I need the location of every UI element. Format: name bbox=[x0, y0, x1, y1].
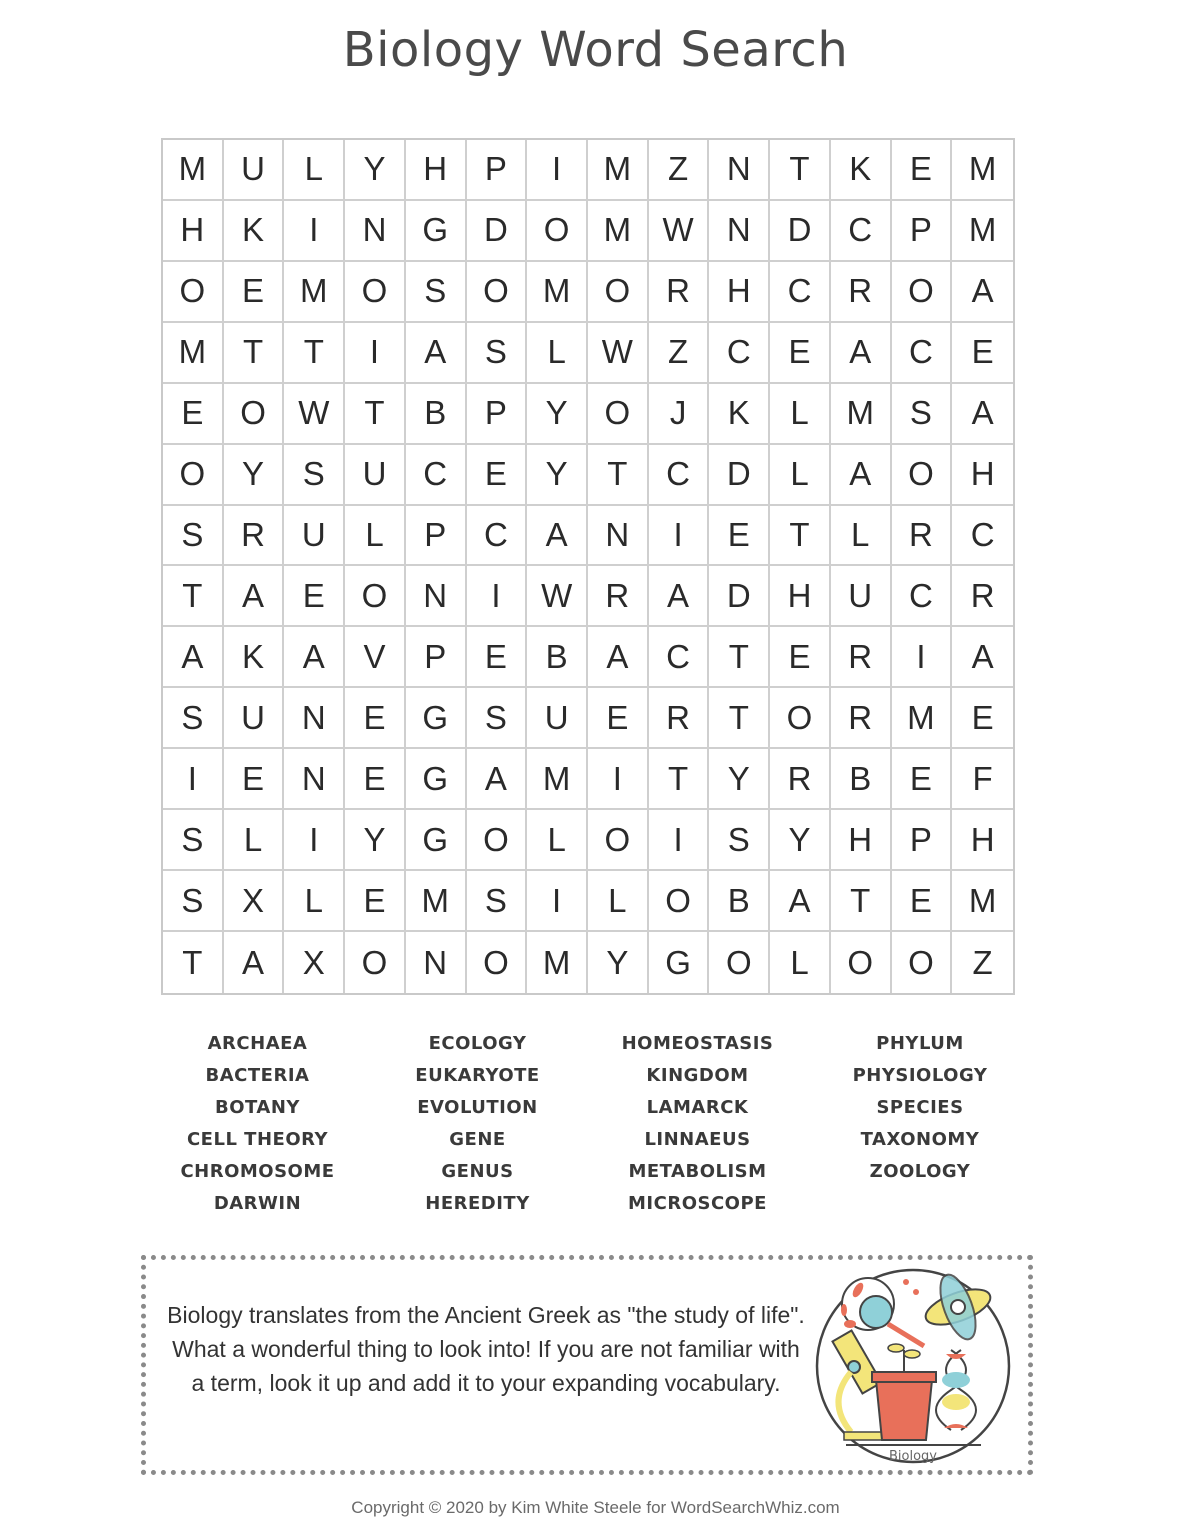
grid-cell: O bbox=[892, 932, 953, 993]
grid-cell: O bbox=[709, 932, 770, 993]
grid-cell: C bbox=[952, 506, 1013, 567]
grid-cell: L bbox=[770, 445, 831, 506]
info-box bbox=[141, 1255, 1033, 1475]
grid-cell: G bbox=[406, 688, 467, 749]
grid-cell: T bbox=[588, 445, 649, 506]
grid-cell: P bbox=[467, 140, 528, 201]
grid-cell: M bbox=[831, 384, 892, 445]
grid-cell: N bbox=[284, 749, 345, 810]
grid-cell: E bbox=[892, 140, 953, 201]
grid-cell: Z bbox=[972, 943, 993, 981]
word-item: KINGDOM bbox=[646, 1065, 749, 1086]
word-item: CHROMOSOME bbox=[180, 1161, 335, 1182]
grid-cell: A bbox=[224, 566, 285, 627]
grid-cell: L bbox=[527, 810, 588, 871]
grid-cell: U bbox=[345, 445, 406, 506]
grid-cell: M bbox=[527, 749, 588, 810]
grid-cell: A bbox=[831, 323, 892, 384]
grid-cell: C bbox=[831, 201, 892, 262]
grid-cell: R bbox=[831, 262, 892, 323]
word-item: BOTANY bbox=[215, 1097, 300, 1118]
word-item: HEREDITY bbox=[425, 1193, 530, 1214]
word-item: EUKARYOTE bbox=[415, 1065, 540, 1086]
grid-cell: I bbox=[649, 810, 710, 871]
grid-cell: T bbox=[770, 506, 831, 567]
grid-cell: J bbox=[649, 384, 710, 445]
grid-cell: B bbox=[709, 871, 770, 932]
grid-cell: W bbox=[588, 323, 649, 384]
grid-cell: E bbox=[345, 871, 406, 932]
grid-cell: R bbox=[588, 566, 649, 627]
grid-cell: E bbox=[284, 566, 345, 627]
grid-cell: S bbox=[467, 323, 528, 384]
grid-cell: U bbox=[224, 688, 285, 749]
grid-cell: H bbox=[709, 262, 770, 323]
grid-cell: I bbox=[588, 749, 649, 810]
grid-cell: S bbox=[709, 810, 770, 871]
biology-lab-icon bbox=[806, 1262, 1021, 1472]
grid-cell: S bbox=[406, 262, 467, 323]
grid-cell: L bbox=[224, 810, 285, 871]
grid-cell: A bbox=[284, 627, 345, 688]
word-item: ZOOLOGY bbox=[869, 1161, 971, 1182]
grid-cell: A bbox=[588, 627, 649, 688]
grid-cell: C bbox=[649, 445, 710, 506]
grid-cell: O bbox=[892, 262, 953, 323]
word-item: ECOLOGY bbox=[428, 1033, 527, 1054]
grid-cell: L bbox=[770, 932, 831, 993]
grid-cell: I bbox=[163, 749, 224, 810]
grid-cell: C bbox=[406, 445, 467, 506]
grid-cell: M bbox=[588, 201, 649, 262]
grid-cell: A bbox=[467, 749, 528, 810]
grid-cell: Y bbox=[224, 445, 285, 506]
word-item: LAMARCK bbox=[646, 1097, 749, 1118]
grid-cell: S bbox=[284, 445, 345, 506]
grid-cell: D bbox=[467, 201, 528, 262]
grid-cell: U bbox=[831, 566, 892, 627]
grid-cell: G bbox=[649, 932, 710, 993]
grid-cell: M bbox=[527, 262, 588, 323]
grid-cell: Y bbox=[527, 445, 588, 506]
grid-cell: O bbox=[527, 201, 588, 262]
grid-cell: I bbox=[284, 810, 345, 871]
grid-cell: O bbox=[770, 688, 831, 749]
grid-cell: I bbox=[527, 140, 588, 201]
grid-cell: K bbox=[224, 627, 285, 688]
word-item: SPECIES bbox=[876, 1097, 964, 1118]
word-item: CELL THEORY bbox=[186, 1129, 329, 1150]
grid-cell: U bbox=[527, 688, 588, 749]
grid-cell: Z bbox=[649, 140, 710, 201]
grid-cell: M bbox=[588, 140, 649, 201]
letter-grid bbox=[161, 138, 1015, 995]
grid-cell: C bbox=[892, 323, 953, 384]
grid-cell: D bbox=[770, 201, 831, 262]
grid-cell: G bbox=[406, 201, 467, 262]
word-item: EVOLUTION bbox=[417, 1097, 538, 1118]
grid-cell: T bbox=[649, 749, 710, 810]
grid-cell: N bbox=[709, 201, 770, 262]
grid-cell: H bbox=[770, 566, 831, 627]
grid-cell: C bbox=[770, 262, 831, 323]
grid-cell: P bbox=[467, 384, 528, 445]
grid-cell: D bbox=[709, 445, 770, 506]
grid-cell: M bbox=[952, 201, 1013, 262]
grid-cell: R bbox=[831, 688, 892, 749]
grid-cell: O bbox=[831, 932, 892, 993]
grid-cell: O bbox=[467, 262, 528, 323]
grid-cell: N bbox=[406, 566, 467, 627]
grid-cell: E bbox=[345, 749, 406, 810]
grid-cell: E bbox=[709, 506, 770, 567]
grid-cell: A bbox=[527, 506, 588, 567]
grid-cell: T bbox=[163, 932, 224, 993]
grid-cell: L bbox=[284, 871, 345, 932]
grid-cell: A bbox=[649, 566, 710, 627]
grid-cell: O bbox=[224, 384, 285, 445]
grid-cell: K bbox=[224, 201, 285, 262]
grid-cell: E bbox=[224, 749, 285, 810]
grid-cell: D bbox=[709, 566, 770, 627]
grid-cell: C bbox=[649, 627, 710, 688]
word-item: DARWIN bbox=[213, 1193, 302, 1214]
grid-cell: W bbox=[527, 566, 588, 627]
grid-cell: B bbox=[831, 749, 892, 810]
grid-cell: E bbox=[952, 688, 1013, 749]
grid-cell: C bbox=[892, 566, 953, 627]
grid-cell: M bbox=[163, 323, 224, 384]
grid-cell: S bbox=[163, 871, 224, 932]
grid-cell: O bbox=[588, 384, 649, 445]
grid-cell: E bbox=[892, 871, 953, 932]
grid-cell: E bbox=[770, 627, 831, 688]
grid-cell: H bbox=[952, 810, 1013, 871]
word-column bbox=[370, 1028, 585, 1220]
grid-cell: I bbox=[892, 627, 953, 688]
grid-cell: T bbox=[709, 688, 770, 749]
grid-cell: R bbox=[224, 506, 285, 567]
grid-cell: A bbox=[406, 323, 467, 384]
grid-cell: P bbox=[892, 810, 953, 871]
grid-cell: S bbox=[467, 688, 528, 749]
grid-cell: O bbox=[163, 262, 224, 323]
grid-cell: R bbox=[649, 688, 710, 749]
grid-cell: O bbox=[588, 262, 649, 323]
grid-cell: E bbox=[467, 627, 528, 688]
word-column bbox=[145, 1028, 370, 1220]
grid-cell: M bbox=[892, 688, 953, 749]
grid-cell: O bbox=[345, 262, 406, 323]
grid-cell: K bbox=[831, 140, 892, 201]
word-item: BACTERIA bbox=[205, 1065, 310, 1086]
grid-cell: E bbox=[467, 445, 528, 506]
grid-cell: I bbox=[649, 506, 710, 567]
grid-cell: L bbox=[527, 323, 588, 384]
grid-cell: N bbox=[284, 688, 345, 749]
grid-cell: M bbox=[952, 871, 1013, 932]
grid-cell: W bbox=[284, 384, 345, 445]
grid-cell: H bbox=[406, 140, 467, 201]
grid-cell: M bbox=[952, 140, 1013, 201]
grid-cell: C bbox=[709, 323, 770, 384]
grid-cell: Y bbox=[345, 810, 406, 871]
grid-cell: A bbox=[952, 262, 1013, 323]
grid-cell: O bbox=[467, 932, 528, 993]
grid-cell: P bbox=[406, 627, 467, 688]
grid-cell: L bbox=[831, 506, 892, 567]
grid-cell: A bbox=[952, 384, 1013, 445]
grid-cell: O bbox=[345, 932, 406, 993]
word-list bbox=[145, 1028, 1030, 1220]
grid-cell: O bbox=[345, 566, 406, 627]
grid-cell: A bbox=[163, 627, 224, 688]
word-item: PHYSIOLOGY bbox=[852, 1065, 988, 1086]
grid-cell: N bbox=[345, 201, 406, 262]
grid-cell: T bbox=[224, 323, 285, 384]
grid-cell: C bbox=[467, 506, 528, 567]
grid-cell: S bbox=[163, 688, 224, 749]
grid-cell: O bbox=[163, 445, 224, 506]
grid-cell: V bbox=[345, 627, 406, 688]
grid-cell: L bbox=[284, 140, 345, 201]
grid-cell: G bbox=[406, 749, 467, 810]
grid-cell: K bbox=[709, 384, 770, 445]
word-item: GENUS bbox=[441, 1161, 514, 1182]
grid-cell: O bbox=[467, 810, 528, 871]
grid-cell: T bbox=[709, 627, 770, 688]
grid-cell: E bbox=[892, 749, 953, 810]
grid-cell: G bbox=[406, 810, 467, 871]
grid-cell: N bbox=[588, 506, 649, 567]
grid-cell: Y bbox=[345, 140, 406, 201]
word-item: GENE bbox=[449, 1129, 506, 1150]
grid-cell: Y bbox=[588, 932, 649, 993]
grid-cell: H bbox=[831, 810, 892, 871]
grid-cell: H bbox=[952, 445, 1013, 506]
grid-cell: N bbox=[709, 140, 770, 201]
grid-cell: U bbox=[284, 506, 345, 567]
word-item: HOMEOSTASIS bbox=[621, 1033, 774, 1054]
grid-cell: Y bbox=[709, 749, 770, 810]
grid-cell: R bbox=[770, 749, 831, 810]
grid-cell: M bbox=[406, 871, 467, 932]
grid-cell: Z bbox=[649, 323, 710, 384]
grid-cell: R bbox=[649, 262, 710, 323]
grid-cell: L bbox=[345, 506, 406, 567]
word-column bbox=[810, 1028, 1030, 1220]
grid-cell: A bbox=[831, 445, 892, 506]
grid-cell: T bbox=[284, 323, 345, 384]
grid-cell: R bbox=[952, 566, 1013, 627]
grid-cell: E bbox=[345, 688, 406, 749]
grid-cell: A bbox=[224, 932, 285, 993]
grid-cell: H bbox=[163, 201, 224, 262]
grid-cell: E bbox=[588, 688, 649, 749]
grid-cell: L bbox=[770, 384, 831, 445]
grid-cell: U bbox=[224, 140, 285, 201]
grid-cell: E bbox=[163, 384, 224, 445]
grid-cell: M bbox=[527, 932, 588, 993]
grid-cell: O bbox=[588, 810, 649, 871]
grid-cell: I bbox=[467, 566, 528, 627]
grid-cell: E bbox=[770, 323, 831, 384]
grid-cell: S bbox=[467, 871, 528, 932]
grid-cell: E bbox=[952, 323, 1013, 384]
grid-cell: T bbox=[831, 871, 892, 932]
grid-cell: P bbox=[892, 201, 953, 262]
grid-cell: O bbox=[892, 445, 953, 506]
grid-cell: P bbox=[406, 506, 467, 567]
grid-cell: T bbox=[770, 140, 831, 201]
word-item: METABOLISM bbox=[628, 1161, 767, 1182]
grid-cell: I bbox=[345, 323, 406, 384]
word-item: TAXONOMY bbox=[860, 1129, 980, 1150]
svg-text:Biology: Biology bbox=[889, 1449, 937, 1464]
grid-cell: I bbox=[284, 201, 345, 262]
grid-cell: N bbox=[406, 932, 467, 993]
grid-cell: A bbox=[952, 627, 1013, 688]
word-item: ARCHAEA bbox=[207, 1033, 308, 1054]
grid-cell: F bbox=[952, 749, 1013, 810]
grid-cell: R bbox=[892, 506, 953, 567]
grid-cell: X bbox=[284, 932, 345, 993]
grid-cell: O bbox=[649, 871, 710, 932]
grid-cell: B bbox=[527, 627, 588, 688]
grid-cell: M bbox=[284, 262, 345, 323]
grid-cell: X bbox=[224, 871, 285, 932]
info-text: Biology translates from the Ancient Greek as "the study of life". What a wonderful thing to look into! If you are not familiar with a term, look it up and add it to your expanding vocabulary. bbox=[167, 1302, 805, 1396]
grid-cell: S bbox=[163, 506, 224, 567]
grid-cell: M bbox=[163, 140, 224, 201]
grid-cell: S bbox=[892, 384, 953, 445]
grid-cell: Y bbox=[527, 384, 588, 445]
copyright-text: Copyright © 2020 by Kim White Steele for WordSearchWhiz.com bbox=[351, 1498, 840, 1517]
word-item: PHYLUM bbox=[876, 1033, 964, 1054]
grid-cell: Y bbox=[770, 810, 831, 871]
word-item: LINNAEUS bbox=[644, 1129, 751, 1150]
grid-cell: A bbox=[770, 871, 831, 932]
grid-cell: W bbox=[649, 201, 710, 262]
grid-cell: B bbox=[406, 384, 467, 445]
grid-cell: R bbox=[831, 627, 892, 688]
word-column bbox=[585, 1028, 810, 1220]
grid-cell: T bbox=[163, 566, 224, 627]
grid-cell: I bbox=[527, 871, 588, 932]
page-title: Biology Word Search bbox=[342, 22, 849, 78]
grid-cell: S bbox=[163, 810, 224, 871]
word-item: MICROSCOPE bbox=[628, 1193, 767, 1214]
grid-cell: L bbox=[588, 871, 649, 932]
grid-cell: E bbox=[224, 262, 285, 323]
grid-cell: T bbox=[345, 384, 406, 445]
